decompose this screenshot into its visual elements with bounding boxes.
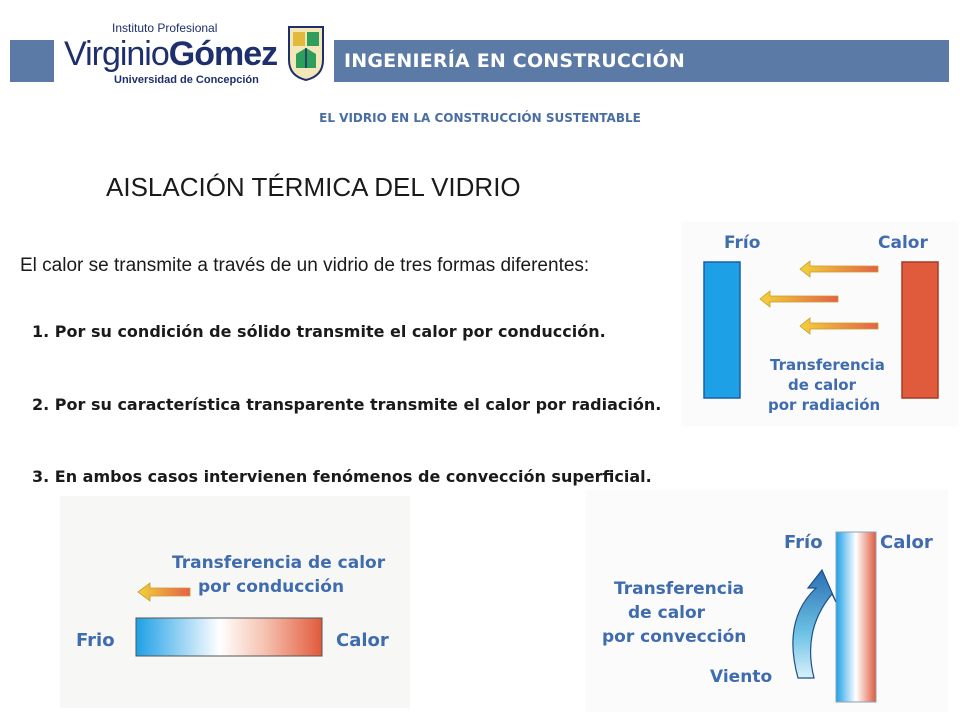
- radiation-hot-label: Calor: [878, 233, 928, 253]
- conduction-caption-1: Transferencia de calor: [172, 553, 386, 573]
- convection-caption-2: de calor: [628, 603, 706, 623]
- conduction-caption-2: por conducción: [198, 577, 345, 597]
- logo-name: VirginioGómez: [64, 35, 278, 73]
- hot-pane: [902, 262, 938, 398]
- radiation-figure: [682, 222, 958, 426]
- intro-text: El calor se transmite a través de un vidrio de tres formas diferentes:: [20, 255, 590, 276]
- logo-line1: Instituto Profesional: [112, 21, 218, 35]
- convection-cold-label: Frío: [784, 532, 823, 553]
- convection-pane: [836, 532, 876, 702]
- conduction-hot-label: Calor: [336, 630, 389, 651]
- convection-figure: [586, 490, 948, 712]
- list-item-2: 2. Por su característica transparente transmite el calor por radiación.: [32, 395, 662, 414]
- cold-pane: [704, 262, 740, 398]
- institution-logo: [60, 18, 332, 86]
- radiation-caption-2: de calor: [788, 376, 856, 394]
- course-subtitle: EL VIDRIO EN LA CONSTRUCCIÓN SUSTENTABLE: [319, 111, 641, 125]
- convection-caption-3: por convección: [602, 627, 747, 647]
- crest-icon: [286, 24, 326, 82]
- conduction-cold-label: Frio: [76, 630, 115, 651]
- conduction-figure: [60, 496, 410, 708]
- convection-hot-label: Calor: [880, 532, 933, 553]
- radiation-caption-3: por radiación: [768, 396, 881, 414]
- list-item-1: 1. Por su condición de sólido transmite el calor por conducción.: [32, 322, 606, 341]
- logo-line3: Universidad de Concepción: [114, 74, 259, 86]
- convection-caption-1: Transferencia: [614, 579, 745, 599]
- glass-bar: [136, 618, 322, 656]
- header-left-bar: [10, 40, 54, 82]
- radiation-cold-label: Frío: [724, 233, 761, 253]
- radiation-caption-1: Transferencia: [770, 356, 885, 374]
- program-banner: INGENIERÍA EN CONSTRUCCIÓN: [334, 40, 949, 82]
- page-title: AISLACIÓN TÉRMICA DEL VIDRIO: [106, 172, 521, 202]
- wind-label: Viento: [710, 667, 773, 687]
- list-item-3: 3. En ambos casos intervienen fenómenos de convección superficial.: [32, 467, 652, 486]
